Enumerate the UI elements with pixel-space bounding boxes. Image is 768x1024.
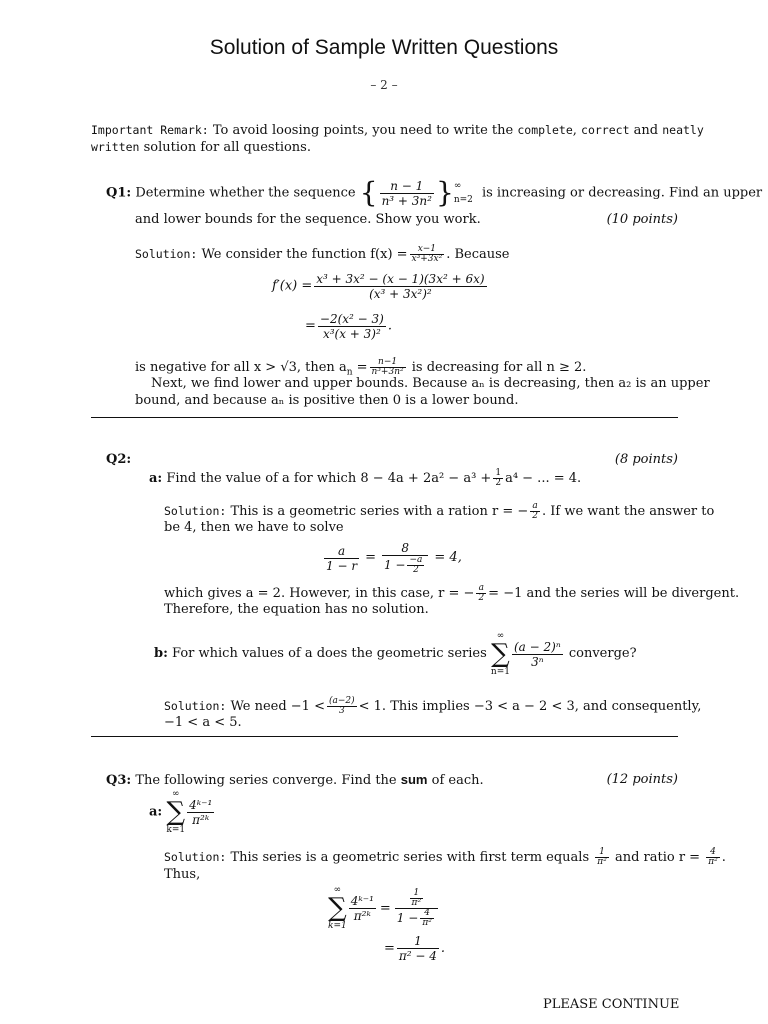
please-continue: PLEASE CONTINUE <box>543 997 680 1012</box>
q2a-prompt-end: a⁴ − ... = 4. <box>505 471 582 486</box>
divider <box>91 417 678 418</box>
q2a-solution-2: be 4, then we have to solve <box>164 520 344 535</box>
q3-prompt-a: The following series converge. Find the <box>135 773 397 788</box>
q1-next-line2: bound, and because aₙ is positive then 0 is a lower bound. <box>135 393 519 408</box>
q1-prompt-c: and lower bounds for the sequence. Show you work. <box>135 212 481 227</box>
q1-sol-fraction: $\frac{x-1}{\text{x³+3x²}}$ <box>411 244 443 264</box>
q3a-result-big-fraction: $\frac{1}{\text{π²}}$ 1 − $\frac{4}{\text{π²}}$ <box>395 889 438 928</box>
neg-eq: = <box>352 360 368 375</box>
remark-text-1: To avoid loosing points, you need to write the <box>212 123 514 138</box>
q3a-result-sum-symbol: ∞ ∑ k=1 <box>328 885 347 931</box>
q1-next-line1: Next, we find lower and upper bounds. Because aₙ is decreasing, then a₂ is an upper <box>151 376 710 391</box>
q3a-result-eq2: = <box>384 941 395 956</box>
important-remark-line2 <box>91 138 311 157</box>
left-brace: { <box>359 176 378 209</box>
q2a-prompt-text: Find the value of a for which 8 − 4a + 2a² − a³ + <box>166 471 492 486</box>
q1-sol-a: We consider the function f(x) = <box>201 247 408 262</box>
q2b-prompt <box>154 631 637 677</box>
q2b-solution-1 <box>164 697 701 716</box>
q1-sol-b: . Because <box>446 247 510 262</box>
q2b-series-fraction: $\frac{\text{(a − 2)ⁿ}}{\text{3ⁿ}}$ <box>514 639 561 669</box>
q3a-solution-1 <box>164 848 726 867</box>
q2b-sol-1b: < 1. This implies −3 < a − 2 < 3, and consequently, <box>358 699 702 714</box>
eq-end: = 4, <box>434 550 462 565</box>
remark-word-neatly: neatly <box>662 123 704 137</box>
q3a-result-line1 <box>328 885 440 931</box>
eq-fraction-1: $\frac{a}{1 - r}$ <box>326 543 358 573</box>
q3a-result-top-fraction: $\frac{1}{\text{π²}}$ <box>411 887 422 908</box>
remark-sep: , <box>572 123 577 138</box>
q3a-solution-label: Solution: <box>164 850 227 864</box>
q3a-first-term: $\frac{1}{\text{π²}}$ <box>597 847 607 867</box>
eq-equals: = <box>365 550 376 565</box>
q3a-sol-1c: . <box>721 850 726 865</box>
q3a-result-dot: . <box>440 941 446 956</box>
q2b-end: converge? <box>568 646 637 661</box>
q3-points: (12 points) <box>606 772 678 787</box>
q3a-label: a: <box>149 804 163 820</box>
q3-prompt-b: of each. <box>431 773 484 788</box>
q3a-solution-2: Thus, <box>164 867 201 882</box>
q2a-ratio-fraction: $\frac{a}{2}$ <box>532 501 538 521</box>
q3-prompt-sum: sum <box>400 772 428 787</box>
q3a-result-bottom-fraction: $\frac{4}{\text{π²}}$ <box>422 907 432 928</box>
q3a-result-eq: = <box>379 900 391 916</box>
q3a-series-fraction: $\frac{\text{4ᵏ⁻¹}}{\text{π²ᵏ}}$ <box>189 797 213 827</box>
q3a-sol-1b: and ratio r = <box>614 850 701 865</box>
q3-prompt <box>106 771 484 790</box>
remark-word-correct: correct <box>581 123 630 137</box>
q2a-solution-label: Solution: <box>164 504 227 518</box>
q3a-result-series-fraction: $\frac{\text{4ᵏ⁻¹}}{\text{π²ᵏ}}$ <box>350 893 374 923</box>
q2b-solution-label: Solution: <box>164 699 227 713</box>
deriv-fraction-2: $\frac{\text{−2(x² − 3)}}{\text{x³(x + 3)²}}$ <box>319 312 384 341</box>
q1-points: (10 points) <box>606 212 678 227</box>
q2-points: (8 points) <box>614 452 678 467</box>
q3a-sum-symbol: ∞ ∑ k=1 <box>166 789 186 835</box>
q2a-half: $\frac{1}{2}$ <box>495 468 502 488</box>
q3a-result-line2 <box>384 934 445 963</box>
right-brace: } <box>435 176 454 209</box>
q2a-sol-1a: This is a geometric series with a ration r = − <box>230 504 529 519</box>
remark-label: Important Remark: <box>91 123 209 137</box>
remark-word-complete: complete <box>517 123 573 137</box>
remark-text-2: solution for all questions. <box>143 140 311 155</box>
q2a-sol-3-fraction: $\frac{a}{2}$ <box>478 583 485 603</box>
page-title: Solution of Sample Written Questions <box>209 36 559 59</box>
neg-fraction: $\frac{n-1}{\text{n³+3n²}}$ <box>371 357 404 377</box>
q1-derivative-line1 <box>272 272 489 301</box>
eq-inner-fraction: $\frac{-a}{2}$ <box>409 555 423 575</box>
q1-solution-intro <box>135 245 509 264</box>
q2b-solution-2: −1 < a < 5. <box>164 715 242 730</box>
q1-prompt <box>106 176 762 211</box>
deriv-lhs: f′(x) = <box>272 278 313 294</box>
q1-prompt-b: is increasing or decreasing. Find an upper <box>481 185 763 201</box>
page-number: – 2 – <box>370 78 398 92</box>
q2a-solution-4: Therefore, the equation has no solution. <box>164 602 429 617</box>
q1-label: Q1: <box>106 185 132 201</box>
q1-prompt-a: Determine whether the sequence <box>135 185 356 201</box>
q2b-label: b: <box>154 646 168 661</box>
neg-a: is negative for all x > √3, then a <box>135 360 347 375</box>
q3a-series <box>149 789 216 835</box>
neg-sub: n <box>346 367 353 378</box>
q1-sequence-limits: ∞ n=2 <box>453 181 473 205</box>
deriv-dot: . <box>387 318 392 334</box>
q3-label: Q3: <box>106 773 132 788</box>
q2b-sol-1a: We need −1 < <box>230 699 325 714</box>
q2b-sum-symbol: ∞ ∑ n=1 <box>490 631 510 677</box>
q3a-sol-1a: This series is a geometric series with first term equals <box>230 850 590 865</box>
q3a-final-fraction: $\frac{1}{\text{π² − 4}}$ <box>398 934 437 963</box>
q1-solution-label: Solution: <box>135 247 198 261</box>
q2-label: Q2: <box>106 452 132 467</box>
q3a-ratio: $\frac{4}{\text{π²}}$ <box>708 847 718 867</box>
q2b-sol-fraction: $\frac{(a-2)}{3}$ <box>328 696 355 716</box>
deriv-eq: = <box>305 318 316 334</box>
divider <box>91 736 678 737</box>
q2b-prompt-text: For which values of a does the geometric series <box>172 646 487 661</box>
eq-fraction-2: 8 1 − $\frac{-a}{2}$ <box>382 541 428 575</box>
q2a-prompt <box>149 469 581 488</box>
deriv-fraction-1: $\frac{\text{x³ + 3x² − (x − 1)(3x² + 6x)}}{\text{(x³ + 3x²)²}}$ <box>316 272 485 301</box>
q1-derivative-line2 <box>305 312 392 341</box>
remark-word-written: written <box>91 140 140 154</box>
q1-sequence-fraction: $\frac{n - 1}{\text{n³ + 3n²}}$ <box>381 178 432 208</box>
q2a-sol-1b: . If we want the answer to <box>541 504 715 519</box>
remark-and: and <box>633 123 659 138</box>
q2a-label: a: <box>149 471 163 486</box>
neg-b: is decreasing for all n ≥ 2. <box>411 360 587 375</box>
q2a-sol-3b: = −1 and the series will be divergent. <box>488 586 740 601</box>
q2a-sol-3a: which gives a = 2. However, in this case, r = − <box>164 586 475 601</box>
q2a-equation <box>322 541 462 575</box>
